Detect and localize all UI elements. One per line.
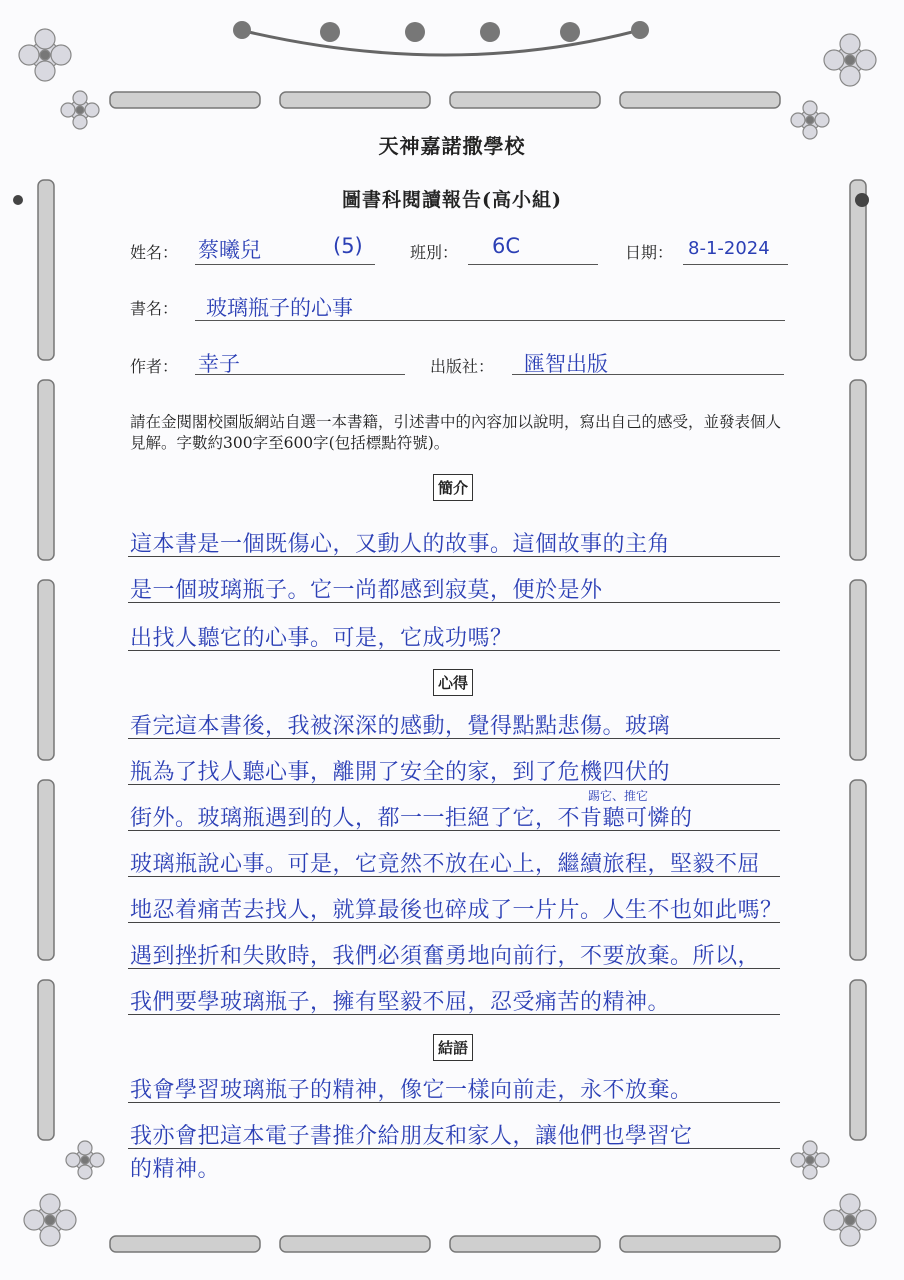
summary-heading: 簡介 [433, 474, 473, 501]
class-label: 班別： [410, 243, 459, 262]
summary-line: 出找人聽它的心事。可是，它成功嗎？ [130, 626, 513, 651]
conclusion-line: 的精神。 [130, 1157, 221, 1182]
author-label: 作者： [130, 357, 179, 376]
insertion-note: 踢它、推它 [588, 789, 649, 803]
summary-line: 是一個玻璃瓶子。它一尚都感到寂莫，便於是外 [130, 578, 603, 603]
reflection-line: 地忍着痛苦去找人，就算最後也碎成了一片片。人生不也如此嗎？ [130, 898, 783, 923]
publisher-underline [512, 374, 784, 375]
class-underline [468, 264, 598, 265]
conclusion-line: 我亦會把這本電子書推介給朋友和家人，讓他們也學習它 [130, 1124, 693, 1149]
conclusion-line: 我會學習玻璃瓶子的精神，像它一樣向前走，永不放棄。 [130, 1078, 693, 1103]
reflection-line: 瓶為了找人聽心事，離開了安全的家，到了危機四伏的 [130, 760, 671, 785]
school-name: 天神嘉諾撒學校 [378, 134, 526, 158]
reflection-line: 遇到挫折和失敗時，我們必須奮勇地向前行，不要放棄。所以， [130, 944, 761, 969]
author-underline [195, 374, 405, 375]
class-number: (5) [333, 234, 363, 258]
date-value: 8-1-2024 [688, 238, 770, 259]
report-title: 圖書科閱讀報告(高小組) [342, 189, 562, 211]
reflection-heading: 心得 [433, 669, 473, 696]
reflection-line: 看完這本書後，我被深深的感動，覺得點點悲傷。玻璃 [130, 714, 671, 739]
date-underline [683, 264, 788, 265]
book-underline [195, 320, 785, 321]
name-value: 蔡曦兒 [198, 238, 261, 262]
date-label: 日期： [625, 243, 674, 262]
name-label: 姓名： [130, 243, 179, 262]
name-underline [195, 264, 375, 265]
instructions: 請在金閱閣校園版網站自選一本書籍，引述書中的內容加以說明，寫出自己的感受，並發表個人見解。字數約300字至600字(包括標點符號)。 [130, 413, 782, 452]
author-value: 幸子 [198, 352, 240, 376]
reflection-line: 玻璃瓶說心事。可是，它竟然不放在心上，繼續旅程，堅毅不屈 [130, 852, 761, 877]
reflection-line: 街外。玻璃瓶遇到的人，都一一拒絕了它，不肯聽可憐的 [130, 806, 693, 831]
reflection-line: 我們要學玻璃瓶子，擁有堅毅不屈，忍受痛苦的精神。 [130, 990, 671, 1015]
book-value: 玻璃瓶子的心事 [206, 296, 353, 320]
conclusion-heading: 結語 [433, 1034, 473, 1061]
publisher-value: 匯智出版 [524, 352, 608, 376]
book-label: 書名： [130, 299, 179, 318]
summary-line: 這本書是一個既傷心，又動人的故事。這個故事的主角 [130, 532, 671, 557]
class-value: 6C [492, 234, 521, 258]
publisher-label: 出版社： [430, 357, 495, 376]
